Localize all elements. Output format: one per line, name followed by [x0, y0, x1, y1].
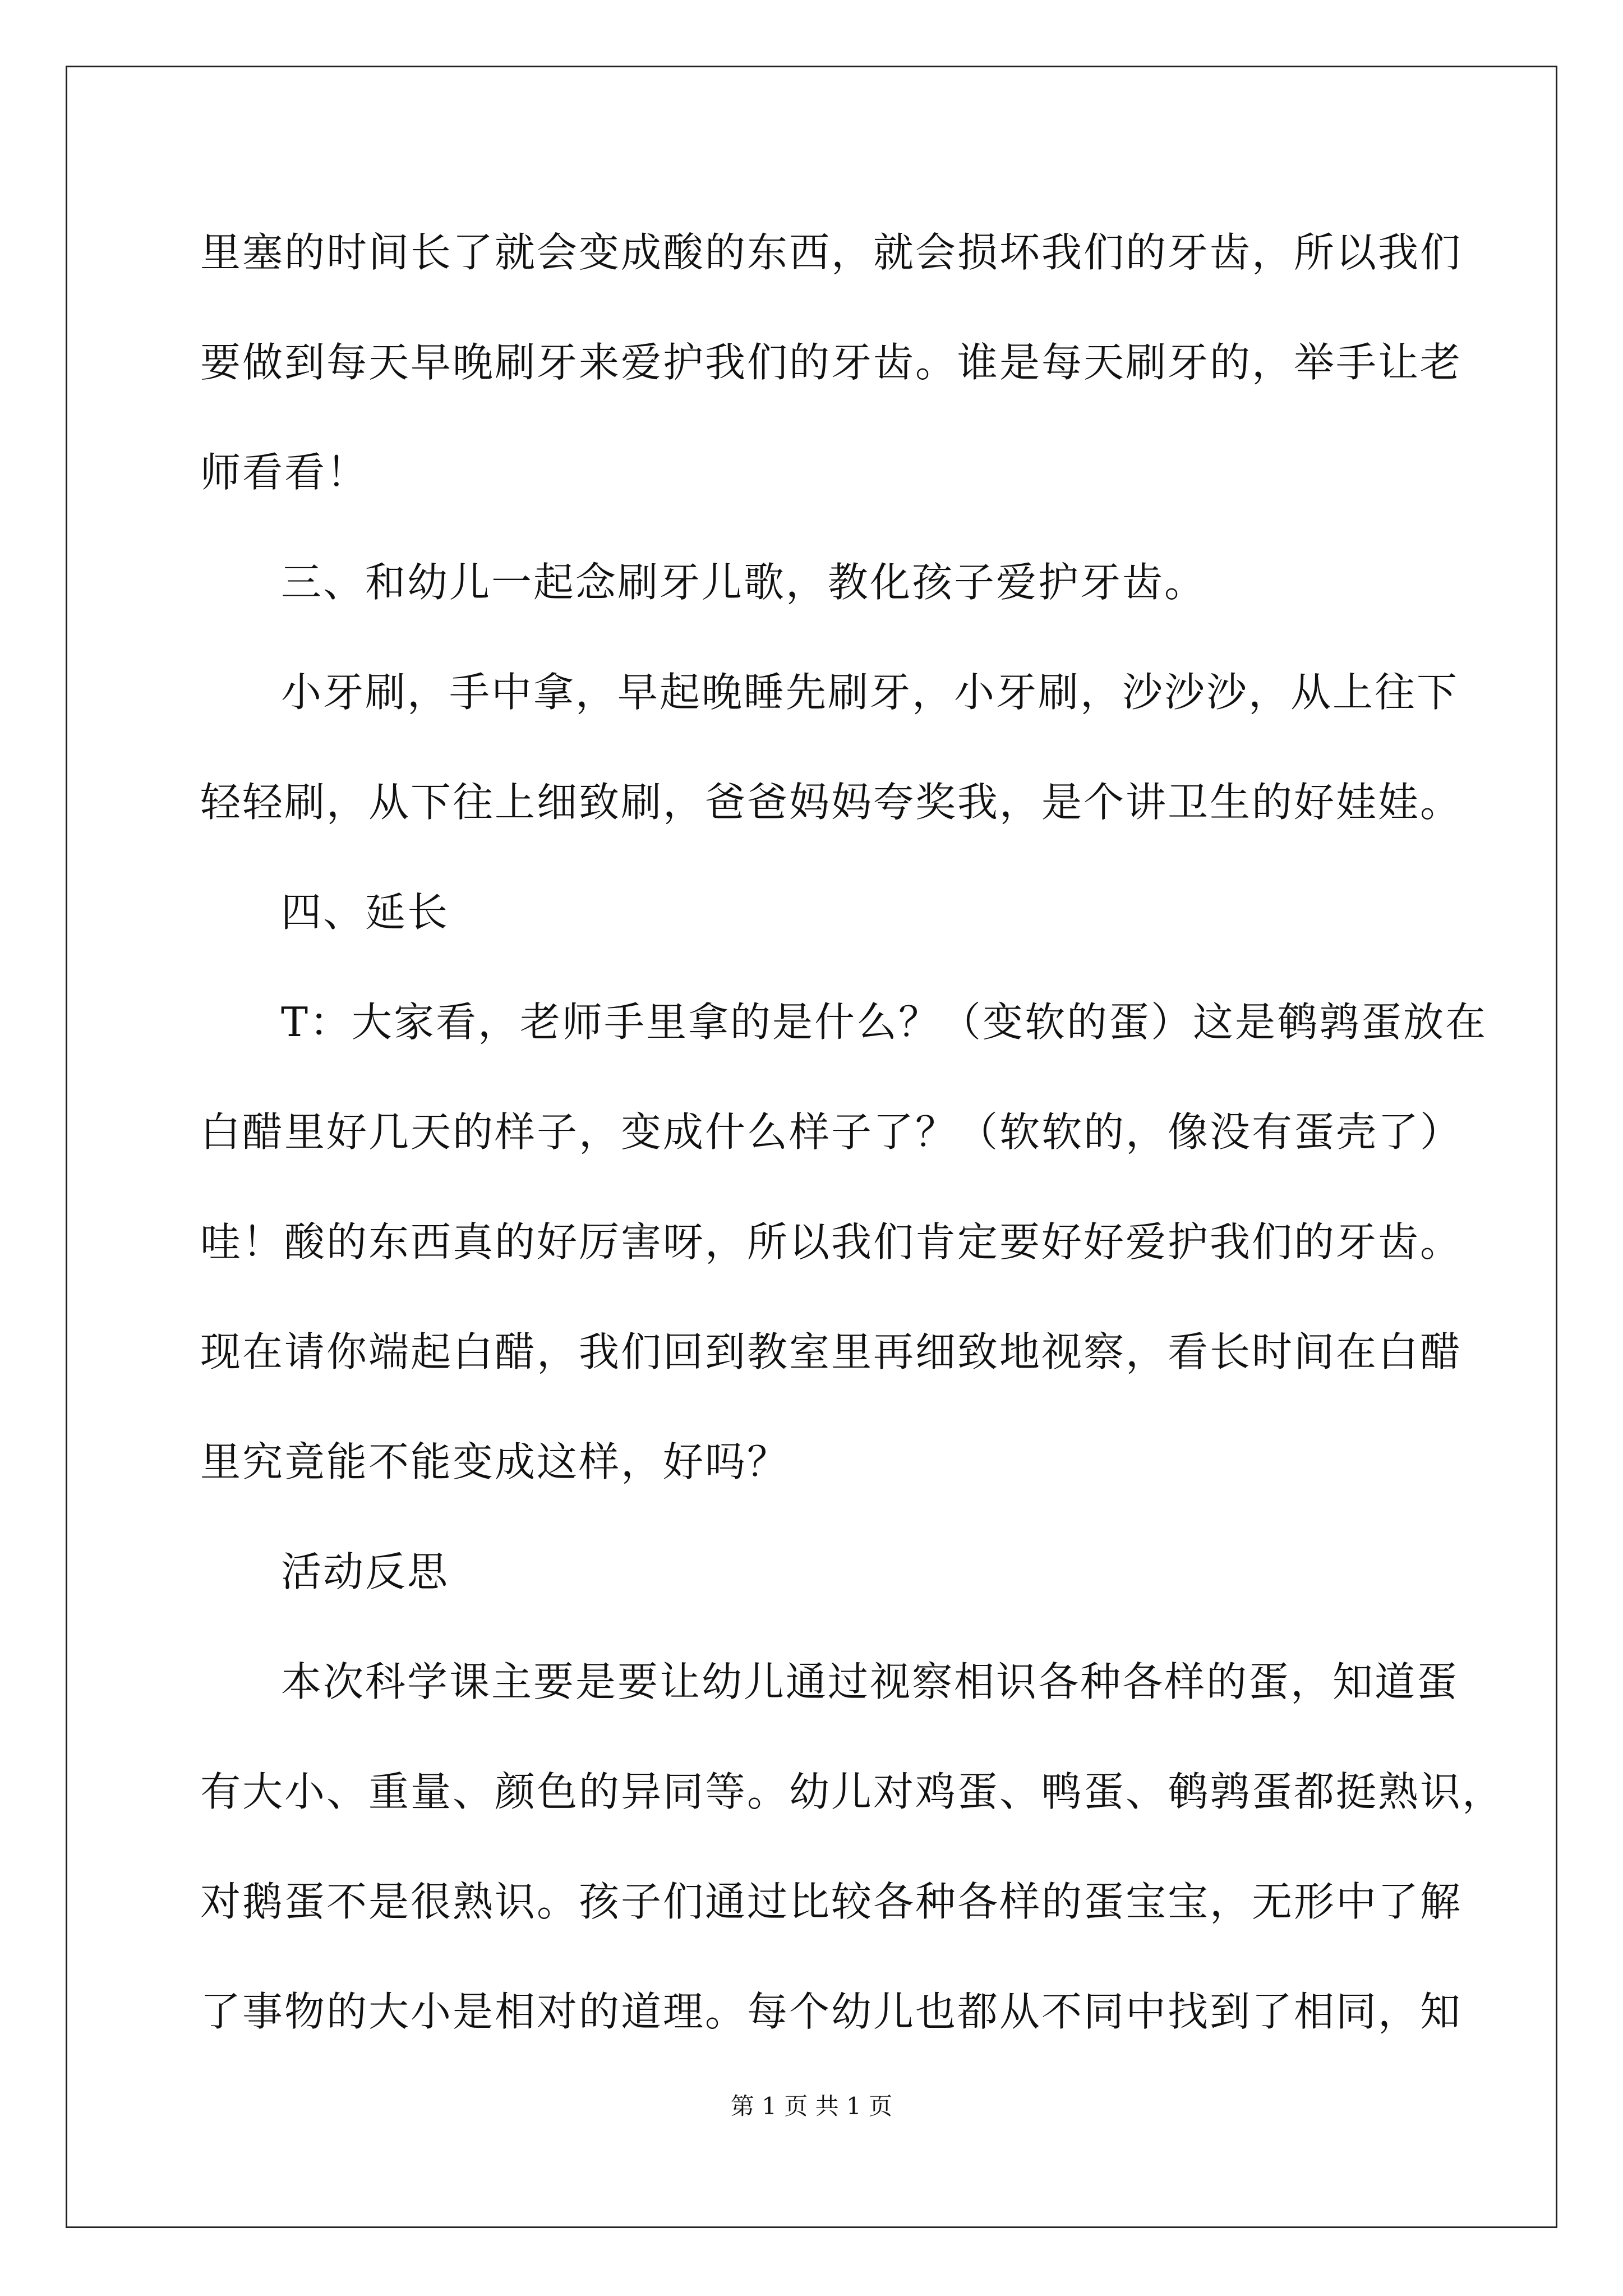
text-line: 本次科学课主要是要让幼儿通过视察相识各种各样的蛋，知道蛋: [281, 1658, 1459, 1705]
text-line: 了事物的大小是相对的道理。每个幼儿也都从不同中找到了相同，知: [200, 1988, 1463, 2035]
text-line: 哇！酸的东西真的好厉害呀，所以我们肯定要好好爱护我们的牙齿。: [200, 1218, 1463, 1266]
section-heading: 三、和幼儿一起念刷牙儿歌，教化孩子爱护牙齿。: [281, 559, 1207, 606]
section-heading: 四、延长: [281, 889, 450, 936]
text-line: 现在请你端起白醋，我们回到教室里再细致地视察，看长时间在白醋: [200, 1328, 1463, 1375]
text-line: T：大家看，老师手里拿的是什么？（变软的蛋）这是鹌鹑蛋放在: [281, 999, 1488, 1046]
text-line: 小牙刷，手中拿，早起晚睡先刷牙，小牙刷，沙沙沙，从上往下: [281, 669, 1459, 716]
document-body: [200, 222, 1505, 2091]
text-line: 轻轻刷，从下往上细致刷，爸爸妈妈夸奖我，是个讲卫生的好娃娃。: [200, 779, 1463, 826]
text-line: 要做到每天早晚刷牙来爱护我们的牙齿。谁是每天刷牙的，举手让老: [200, 339, 1463, 386]
text-line: 里究竟能不能变成这样，好吗？: [200, 1438, 790, 1485]
text-line: 对鹅蛋不是很熟识。孩子们通过比较各种各样的蛋宝宝，无形中了解: [200, 1878, 1463, 1925]
text-line: 白醋里好几天的样子，变成什么样子了？（软软的，像没有蛋壳了）: [200, 1108, 1463, 1156]
text-line: 里塞的时间长了就会变成酸的东西，就会损坏我们的牙齿，所以我们: [200, 229, 1463, 276]
text-line: 师看看！: [200, 449, 369, 496]
text-line: 有大小、重量、颜色的异同等。幼儿对鸡蛋、鸭蛋、鹌鹑蛋都挺熟识，: [200, 1768, 1505, 1815]
section-heading: 活动反思: [281, 1548, 450, 1595]
page-footer: 第 1 页 共 1 页: [730, 2092, 893, 2120]
